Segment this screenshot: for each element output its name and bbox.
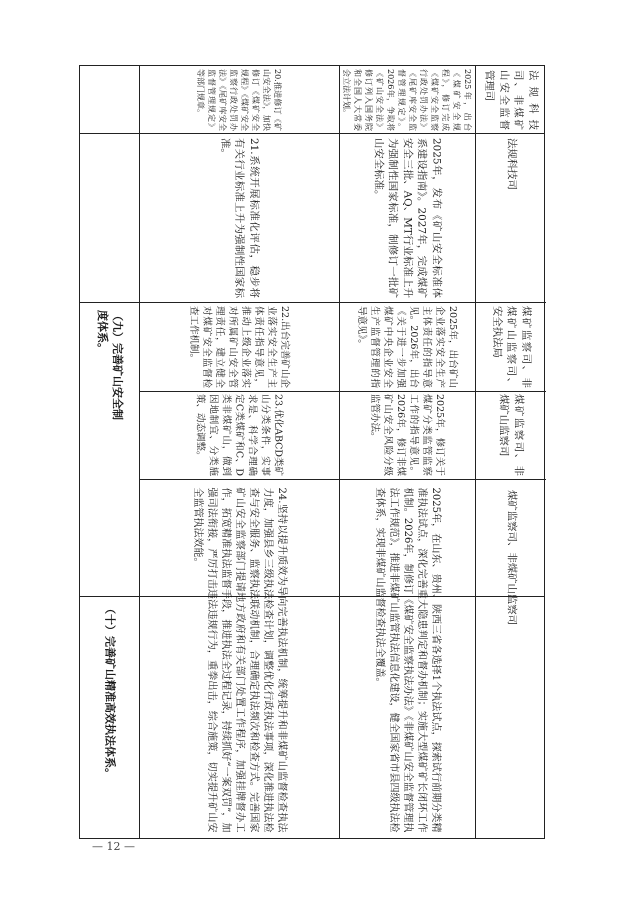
unit-cell: 煤矿监察司、非煤矿山监察司 (497, 394, 525, 476)
task-cell: 23.优化ABCD类矿山分类条件，实事求是、科学合理确定C类煤矿和C、D类非煤矿山，做到因地制宜、分类施策、动态调整。 (194, 394, 284, 477)
task-cell: 21.系统开展标准化评估，稳步将有关行业标准上升为强制性国家标准。 (218, 137, 260, 298)
unit-cell: 煤矿监察司、非煤矿山监察司 (504, 489, 517, 625)
measures-table (79, 65, 545, 839)
task-cell: 24.坚持以提升质效为导向完善执法机制，统筹提升和非煤矿山监督检查执法力度，加强县乡三级执法检查计划，调整优化行政执法事项，深化推进执法检查与安全服务、监察执法联动机制，合理确定执法频次和检查方式。完善国家矿山安全监察部门提请地方政府和有关部门处置工作程序，加强挂牌督办工作，拓宽精准执法监督手段，推进执法全过程记录，持续抓好“一案双罚”，加强司法衔接，严厉打击违法违规行为，重拳出击，综合施策，切实提升矿山安全监管执法效能。 (192, 487, 287, 832)
page-number: — 12 — (92, 840, 135, 853)
measure-cell: 2025年，发布《矿山安全标准体系建设指南》。2027年，完成煤矿安全三批、AQ、MT行业标准上升为强制性国家标准，制修订一批矿山安全标准。 (372, 137, 443, 298)
task-cell: 22.出台完善矿山企业落实安全生产主体责任指导意见，推动上级企业落实对所属矿山安全管理责任，建立健全对煤矿安全监督检查工作机制。 (188, 305, 290, 388)
measure-cell: 2025年，在山东、贵州、陕西三省各选择1个执法试点，探索试行前期分类精准执法试点，深化完善重大隐患判定和督办机制；实施大型煤矿矿长闭环工作机制。2026年，制修订《煤矿安全监察执法办法》《非煤矿山安全监督管理执法工作规范》，推进非煤矿山监管执法信息化建设，健全国家省市县四级执法检查体系，实现非煤矿山监督检查执法全覆盖。 (374, 487, 441, 832)
unit-cell: 法规科技司 (504, 137, 517, 190)
measure-cell: 2025年，出台矿山企业落实安全生产主体责任的指导意见。2026年，出台《关于进一步加强煤矿中央企业安全生产监督管理的指导意见》。 (356, 305, 458, 388)
task-cell: 20.推进修订《矿山安全法》，加快修订《煤矿安全规程》《煤矿安全监察行政处罚办法》《尾矿库安全监督管理规定》等部门规章。 (196, 68, 282, 131)
measure-cell: 2025年，修订关于煤矿分类监管监察工作的指导意见。2026年，修订非煤矿山安全风险分级监管办法。 (369, 394, 445, 476)
unit-cell: 煤矿监察司、非煤矿山监察司、安全执法局 (490, 305, 532, 388)
unit-cell: 法规科技司、非煤矿山安全监督管理司 (482, 69, 539, 130)
category-cell: （九）完善矿山安全制度体系。 (95, 309, 124, 420)
category-cell: （十）完善矿山精准高效执法体系。 (103, 603, 116, 779)
measure-cell: 2025年，出台《煤矿安全规程》，修订完成《煤矿安全监察行政处罚办法》《尾矿库安全监督管理规定》。2026年，争取将《矿山安全法》修订列入国务院和全国人大常委会立法计划。 (342, 68, 472, 131)
